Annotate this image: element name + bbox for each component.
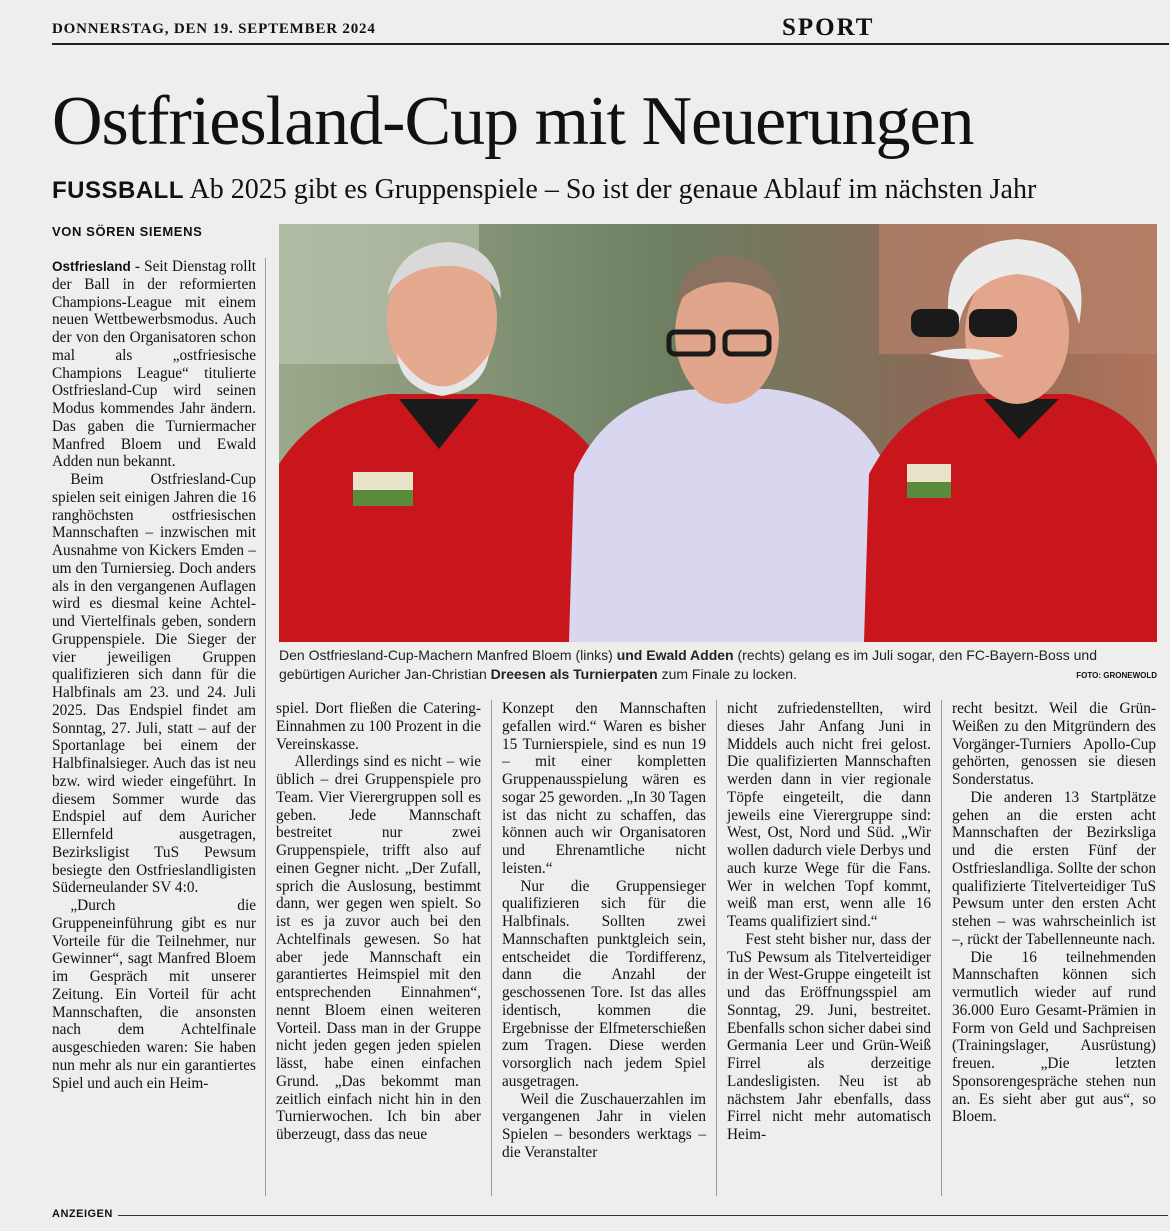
header-rule — [52, 43, 1169, 45]
photo-credit: FOTO: GRONEWOLD — [1076, 671, 1157, 680]
section-title: SPORT — [782, 14, 875, 41]
photo-illustration — [279, 224, 1157, 642]
caption-text-2: (rechts) gelang es im Juli sogar, den FC-Bayern-Boss und gebürtigen Auricher Jan-Christian — [279, 647, 1097, 682]
article-headline: Ostfriesland-Cup mit Neuerungen — [52, 83, 974, 160]
column-rule — [265, 258, 266, 1196]
paragraph: Allerdings sind es nicht – wie üblich – drei Gruppenspiele pro Team. Vier Vierergruppen soll es geben. Jede Mannschaft bestreitet nur zwei Gruppenspiele, trifft also auf einen Gegner nicht. „Der Zufall, sprich die Auslosung, bestimmt dann, wer gegen wen spielt. So ist es ja zuvor auch bei den Achtelfinals gewesen. So hat aber jede Mannschaft ein garantiertes Heimspiel mit den entsprechenden Einnahmen“, nennt Bloem einen weiteren Vorteil. Dass man in der Gruppe nicht jeden gegen jeden spielen lässt, habe einen einfachen Grund. „Das bekommt man zeitlich einfach nicht hin in den Turnierwochen. Ich bin aber überzeugt, dass das neue — [276, 753, 481, 1143]
paragraph: Konzept den Mannschaften gefallen wird.“ Waren es bisher 15 Turnierspiele, sind es nun 19 – mit einer kompletten Gruppenausspielung wären es sogar 25 geworden. „In 30 Tagen ist das nicht zu schaffen, das können auch wir Organisatoren und Ehrenamtliche nicht leisten.“ — [502, 700, 706, 877]
paragraph: Fest steht bisher nur, dass der TuS Pewsum als Titelverteidiger in der West-Gruppe eingeteilt ist und das Eröffnungsspiel am Sonntag, 29. Juni, bestreitet. Ebenfalls schon sicher dabei sind Germania Leer und Grün-Weiß Firrel als derzeitige Landesligisten. Neu ist ab nächstem Jahr ebenfalls, dass Firrel nicht mehr automatisch Heim- — [727, 930, 931, 1143]
caption-text-3: zum Finale zu locken. — [657, 666, 797, 682]
paragraph: spiel. Dort fließen die Catering-Einnahmen zu 100 Prozent in die Vereinskasse. — [276, 700, 481, 753]
paragraph: recht besitzt. Weil die Grün-Weißen zu den Mitgründern des Vorgänger-Turniers Apollo-Cup gehörten, genossen sie diesen Sonderstatus. — [952, 700, 1156, 788]
issue-date: DONNERSTAG, DEN 19. SEPTEMBER 2024 — [52, 21, 376, 37]
article-kicker: FUSSBALL — [52, 177, 184, 204]
caption-bold-1: und Ewald Adden — [616, 647, 734, 663]
dateline: Ostfriesland — [52, 259, 131, 274]
byline: VON SÖREN SIEMENS — [52, 224, 203, 239]
article-column-5 — [952, 700, 1156, 1126]
article-photo — [279, 224, 1157, 642]
paragraph: Nur die Gruppensieger qualifizieren sich für die Halbfinals. Sollten zwei Mannschaften punktgleich sein, entscheidet die Tordifferenz, dann die Anzahl der geschossenen Tore. Ist das alles identisch, kommen die Ergebnisse der Elfmeterschießen zum Tragen. Diese werden vorsorglich nach jedem Spiel ausgetragen. — [502, 877, 706, 1090]
caption-text-1: Den Ostfriesland-Cup-Machern Manfred Bloem (links) — [279, 647, 617, 663]
paragraph — [52, 258, 256, 471]
paragraph: Die 16 teilnehmenden Mannschaften können sich vermutlich wieder auf rund 36.000 Euro Gesamt-Prämien in Form von Geld und Sachpreisen (Trainingslager, Ausrüstung) freuen. „Die letzten Sponsorengespräche stehen nun an. Es sieht aber gut aus“, so Bloem. — [952, 948, 1156, 1126]
photo-caption — [279, 646, 1157, 684]
paragraph: nicht zufriedenstellten, wird dieses Jahr Anfang Juni in Middels auch nicht frei gelost. Die qualifizierten Mannschaften werden dann in vier regionale Töpfe eingeteilt, die dann jeweils eine Vierergruppe sind: West, Ost, Nord und Süd. „Wir wollen dadurch viele Derbys und auch kurze Wege für die Fans. Wer in welchen Topf kommt, weiß man erst, wenn alle 16 Teams qualifiziert sind.“ — [727, 700, 931, 930]
paragraph: Weil die Zuschauerzahlen im vergangenen Jahr in vielen Spielen – besonders werktags – die Veranstalter — [502, 1090, 706, 1161]
article-column-3 — [502, 700, 706, 1162]
column-rule — [716, 700, 717, 1196]
article-column-1 — [52, 258, 256, 1092]
column-rule — [491, 700, 492, 1196]
footer-rule — [118, 1215, 1168, 1216]
caption-bold-2: Dreesen als Turnierpaten — [490, 666, 658, 682]
paragraph: „Durch die Gruppeneinführung gibt es nur Vorteile für die Teilnehmer, nur Gewinner“, sagt Manfred Bloem im Gespräch mit unserer Zeitung. Ein Vorteil für acht Mannschaften, die ansonsten nach dem Achtelfinale ausgeschieden waren: Sie haben nun mehr als nur ein garantiertes Spiel und auch ein Heim- — [52, 897, 256, 1092]
column-rule — [941, 700, 942, 1196]
ads-label: ANZEIGEN — [52, 1208, 113, 1220]
paragraph: Beim Ostfriesland-Cup spielen seit einigen Jahren die 16 ranghöchsten ostfriesischen Mannschaften – inzwischen mit Ausnahme von Kickers Emden – um den Turniersieg. Doch anders als in den vergangenen Auflagen wird es diesmal keine Achtel- und Viertelfinals geben, sondern Gruppenspiele. Die Sieger der vier jeweiligen Gruppen qualifizieren sich dann für die Halbfinals am 23. und 24. Juli 2025. Das Endspiel findet am Sonntag, 27. Juli, statt – auf der Sportanlage bei einem der Halbfinalsieger. Auch das ist neu bzw. wird wieder eingeführt. In diesem Sommer wurde das Endspiel auf dem Auricher Ellernfeld ausgetragen, Bezirksligist TuS Pewsum besiegte den Ostfrieslandligisten Süderneulander SV 4:0. — [52, 471, 256, 897]
subheadline-text: Ab 2025 gibt es Gruppenspiele – So ist der genaue Ablauf im nächsten Jahr — [189, 174, 1037, 205]
article-column-4 — [727, 700, 931, 1144]
article-subheadline — [52, 172, 1036, 209]
paragraph-text: - Seit Dienstag rollt der Ball in der reformierten Champions-League mit einem neuen Wettbewerbsmodus. Auch der von den Organisatoren schon mal als „ostfriesische Champions League“ titulierte Ostfriesland-Cup wird seinen Modus kommendes Jahr ändern. Das gaben die Turniermacher Manfred Bloem und Ewald Adden nun bekannt. — [52, 258, 257, 471]
paragraph: Die anderen 13 Startplätze gehen an die ersten acht Mannschaften der Bezirksliga und die ersten Fünf der Ostfrieslandliga. Sollte der schon qualifizierte Titelverteidiger TuS Pewsum unter den ersten Acht stehen – was wahrscheinlich ist –, rückt der Tabellenneunte nach. — [952, 788, 1156, 948]
article-column-2 — [276, 700, 481, 1144]
